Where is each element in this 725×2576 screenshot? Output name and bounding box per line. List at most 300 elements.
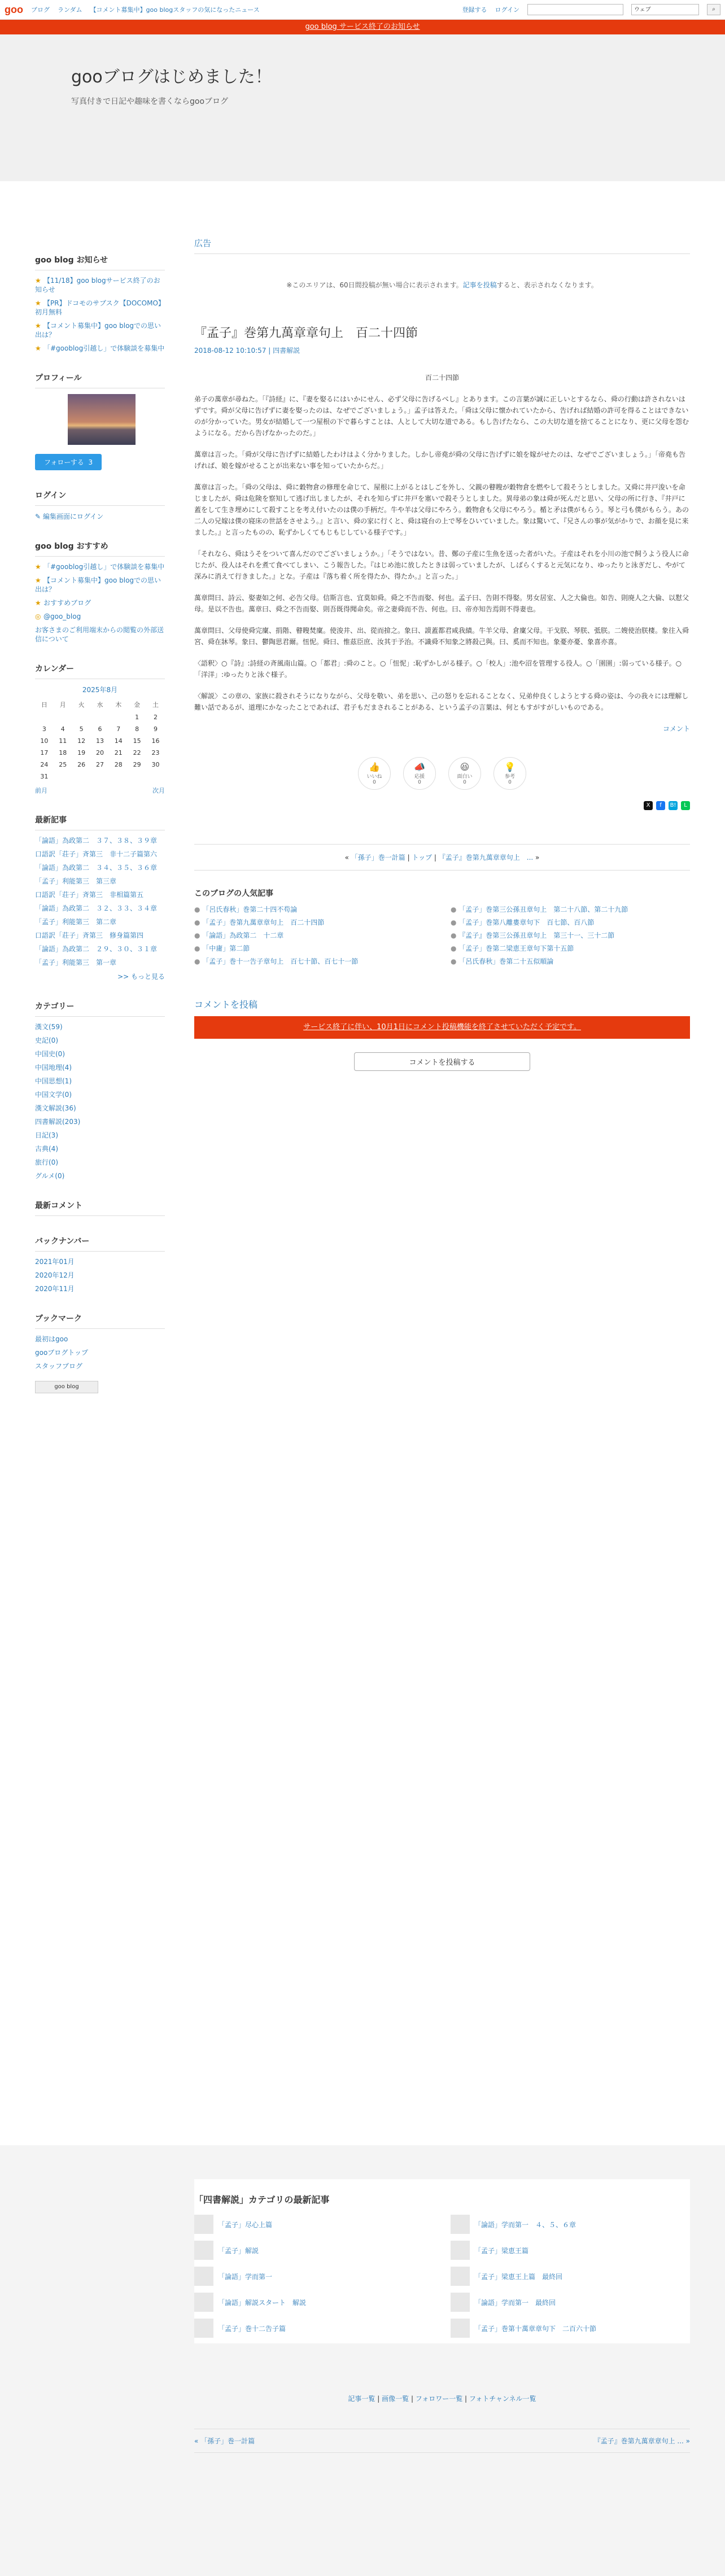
rec-link[interactable]: 「#gooblog引越し」で体験談を募集中 — [43, 563, 165, 571]
latest-item[interactable] — [35, 836, 165, 845]
category-title: カテゴリー — [35, 1000, 165, 1017]
post-paragraph: 〈解説〉この章の、家族に殺されそうになりながら、父母を敬い、弟を思い、己の怒りを忘れることなく、兄弟仲良くしようとする舜の姿は、今の我々には理解し難い話であるが、道理にかなったことであれば、君子もだまされることがある、という孟子の言葉は、何ともすがすがしいものである。 — [194, 692, 689, 711]
star-icon: ★ — [35, 576, 41, 584]
backnumber-item-link[interactable]: 2020年12月 — [35, 1271, 75, 1279]
category-latest-item[interactable] — [194, 2293, 434, 2312]
reaction-label: 面白い — [457, 774, 473, 780]
bookmark-item[interactable] — [35, 1335, 165, 1344]
latest-item[interactable] — [35, 958, 165, 967]
facebook-share-icon[interactable]: f — [656, 801, 665, 810]
megaphone-icon: 📣 — [414, 762, 425, 772]
category-item[interactable] — [35, 1144, 165, 1153]
category-item[interactable] — [35, 1171, 165, 1180]
category-latest-item[interactable] — [194, 2319, 434, 2338]
share-buttons — [194, 801, 690, 810]
post-paragraph: 弟子の萬章が尋ねた。「『詩経』に、『妻を娶るにはいかにせん、必ず父母に告げるべし』とあります。この言葉が誠に正しいとするなら、舜の行動は許されないはずです。舜が父母に告げずに妻を娶ったのは、なぜでございましょう。」孟子は答えた。「舜は父母に懐かれていたから、告げれば結婚の許可を得ることはできないのが分かっていた。男女が結婚して一つ屋根の下で暮らすことは、人として大切な道である。もし告げたなら、この大切な道を捨てることになり、更に父母を怨むようになる。だから告げなかったのだ。」 — [194, 395, 689, 437]
pick-item[interactable] — [451, 943, 690, 953]
latest-item-link[interactable]: 「論語」為政第二 ３２、３３、３４章 — [35, 904, 158, 912]
calendar-weekday: 水 — [97, 701, 103, 708]
category-latest-link[interactable]: 「論語」学而第一 — [218, 2272, 273, 2281]
footer-link-images[interactable]: 画像一覧 — [382, 2395, 409, 2403]
category-item[interactable] — [35, 1104, 165, 1113]
news-item[interactable] — [35, 321, 165, 339]
latest-item[interactable] — [35, 877, 165, 886]
post-thumbnail[interactable] — [194, 2267, 213, 2286]
latest-item-link[interactable]: 「論語」為政第二 ３４、３５、３６章 — [35, 864, 158, 872]
rec-item[interactable] — [35, 612, 165, 621]
rec-link[interactable]: 【コメント募集中】goo blogでの思い出は？ — [35, 576, 161, 593]
reaction-label: 応援 — [414, 774, 425, 780]
bookmark-title: ブックマーク — [35, 1313, 165, 1329]
post-paragraph: 「それなら、舜はうそをついて喜んだのでございましょうか。」「そうではない。昔、鄭の子産に生魚を送った者がいた。子産はそれを小川の池で飼うよう役人に命じたが、役人はそれを煮て食べてしまい、こう報告した。『はじめ池に放したときは弱っていましたが、しばらくすると元気になり、ゆったりと泳ぎだし、やがて深みに消えて行きました。』とな。子産は『落ち着く所を得たか、得たか。』と言った。」 — [194, 550, 689, 580]
blog-description: 写真付きで日記や趣味を書くならgooブログ — [71, 97, 229, 106]
rec-item[interactable] — [35, 576, 165, 594]
calendar-day: 19 — [77, 749, 86, 756]
calendar-day: 30 — [151, 761, 160, 768]
calendar-day: 31 — [40, 773, 49, 780]
bookmark-item-link[interactable]: 最初はgoo — [35, 1335, 68, 1343]
post-thumbnail[interactable] — [194, 2241, 213, 2260]
category-latest-item[interactable] — [451, 2241, 690, 2260]
category-latest-item[interactable] — [451, 2319, 690, 2338]
calendar-weekday: 木 — [115, 701, 122, 708]
post-thumbnail[interactable] — [194, 2293, 213, 2312]
calendar-day — [72, 771, 91, 782]
footer-link-photo[interactable]: フォトチャンネル一覧 — [469, 2395, 536, 2403]
news-link[interactable]: 「#gooblog引越し」で体験談を募集中 — [43, 344, 165, 352]
calendar-day: 20 — [95, 749, 104, 756]
category-latest-item[interactable] — [451, 2215, 690, 2234]
register-link[interactable]: 登録する — [462, 6, 487, 14]
latest-item-link[interactable]: 「孟子」利能第三 第三章 — [35, 877, 117, 885]
category-latest-link[interactable]: 「孟子」梁恵王上篇 最終回 — [474, 2272, 563, 2281]
comment-warning-text[interactable]: サービス終了に伴い、10月1日にコメント投稿機能を終了させていただく予定です。 — [303, 1023, 581, 1031]
calendar-day: 4 — [60, 725, 65, 733]
pick-link[interactable]: 「孟子」巻第二梁恵王章句下第十五節 — [458, 944, 574, 952]
category-latest-item[interactable] — [451, 2267, 690, 2286]
category-latest-item[interactable] — [194, 2267, 434, 2286]
category-latest-link[interactable]: 「孟子」梁恵王篇 — [474, 2246, 529, 2255]
comment-warning — [194, 1016, 690, 1039]
footer-link-articles[interactable]: 記事一覧 — [348, 2395, 375, 2403]
pick-list — [194, 904, 690, 966]
calendar-day: 13 — [95, 737, 104, 745]
calendar-prev[interactable]: 前月 — [35, 787, 47, 794]
category-item-link[interactable]: 中国思想(1) — [35, 1077, 72, 1085]
calendar-caption: 2025年8月 — [82, 686, 118, 694]
pick-item[interactable] — [194, 904, 434, 914]
calendar-weekday: 火 — [78, 701, 85, 708]
calendar-day — [128, 771, 146, 782]
latest-item[interactable] — [35, 890, 165, 899]
calendar-day: 12 — [77, 737, 86, 745]
news-link[interactable]: 【PR】ドコモのサブスク【DOCOMO】初月無料 — [35, 299, 165, 316]
pick-link[interactable]: 「中庸」第二節 — [202, 944, 250, 952]
edit-login-link[interactable] — [35, 513, 103, 521]
rec-item[interactable] — [35, 598, 165, 607]
pick-link[interactable]: 『孟子』巻第三公孫丑章句上 第三十一、三十二節 — [458, 931, 615, 939]
category-latest-link[interactable]: 「論語」学而第一 ４、５、６章 — [474, 2220, 576, 2229]
category-item-link[interactable]: 中国文学(0) — [35, 1091, 72, 1099]
calendar — [35, 685, 165, 782]
calendar-weekday: 月 — [59, 701, 66, 708]
backnumber-list — [35, 1257, 165, 1293]
profile-image[interactable] — [68, 394, 136, 445]
thumb-icon: 👍 — [369, 762, 380, 772]
reaction-count: 0 — [373, 780, 376, 785]
latest-list — [35, 836, 165, 967]
calendar-day — [54, 771, 72, 782]
calendar-day: 5 — [79, 725, 84, 733]
profile-title: プロフィール — [35, 372, 165, 388]
prev-post-link[interactable]: 「孫子」巻一計篇 — [351, 854, 405, 861]
backnumber-item[interactable] — [35, 1257, 165, 1266]
calendar-day: 26 — [77, 761, 86, 768]
bookmark-item-link[interactable]: gooブログトップ — [35, 1349, 88, 1357]
calendar-day: 22 — [133, 749, 141, 756]
post-thumbnail[interactable] — [451, 2241, 470, 2260]
backnumber-item-link[interactable]: 2020年11月 — [35, 1285, 75, 1293]
calendar-day: 3 — [42, 725, 46, 733]
reaction-label: 参考 — [504, 774, 515, 780]
calendar-day — [91, 711, 110, 723]
category-latest-title: 「四書解説」カテゴリの最新記事 — [194, 2194, 330, 2205]
footer-next-link[interactable]: 『孟子』巻第九萬章章句上 ... » — [593, 2437, 690, 2445]
latest-item[interactable] — [35, 904, 165, 913]
category-item[interactable] — [35, 1063, 165, 1072]
calendar-day: 6 — [98, 725, 102, 733]
calendar-day: 25 — [59, 761, 67, 768]
latest-item-link[interactable]: 口語訳「荘子」斉第三 非十二子篇第六 — [35, 850, 158, 858]
follow-button[interactable] — [35, 454, 102, 470]
star-icon: ★ — [35, 277, 41, 285]
footer-links: 記事一覧 | 画像一覧 | フォロワー一覧 | フォトチャンネル一覧 — [348, 2395, 536, 2403]
category-item[interactable] — [35, 1117, 165, 1126]
rec-item[interactable] — [35, 626, 165, 644]
category-item[interactable] — [35, 1131, 165, 1140]
latest-item[interactable] — [35, 917, 165, 926]
calendar-day: 8 — [135, 725, 139, 733]
bookmark-item-link[interactable]: スタッフブログ — [35, 1362, 83, 1370]
latest-item[interactable] — [35, 931, 165, 940]
reaction-count: 0 — [508, 780, 512, 785]
calendar-day: 23 — [151, 749, 160, 756]
service-end-link[interactable]: goo blog サービス終了のお知らせ — [305, 23, 420, 31]
star-icon: ★ — [35, 299, 41, 307]
post-thumbnail[interactable] — [451, 2319, 470, 2338]
category-latest — [194, 2179, 690, 2343]
post-heading: 百二十四節 — [425, 374, 459, 382]
pick-link[interactable]: 「呂氏春秋」巻第二十四不苟論 — [202, 906, 298, 913]
blog-header — [0, 34, 725, 181]
rec-link[interactable]: @goo_blog — [43, 613, 81, 620]
bookmark-list — [35, 1335, 165, 1371]
calendar-day: 28 — [114, 761, 123, 768]
ad-post-link[interactable]: 記事を投稿 — [462, 281, 497, 289]
pick-link[interactable]: 「孟子」巻十一告子章句上 百七十節、百七十一節 — [202, 957, 359, 965]
category-item-link[interactable]: グルメ(0) — [35, 1172, 65, 1180]
post-paragraph: 萬章問曰、詩云、娶妻如之何、必告父母。信斯言也、宜莫如舜。舜之不告而娶、何也。孟子曰、告則不得娶。男女居室、人之大倫也。如告、則廃人之大倫、以懟父母。是以不告也。萬章曰、舜之不告而娶、則吾既得聞命矣。帝之妻舜而不告、何也。曰、帝亦知告焉則不得妻也。 — [194, 594, 689, 613]
comment-post-button[interactable]: コメントを投稿する — [354, 1052, 530, 1071]
main-column — [194, 237, 690, 1084]
category-item-link[interactable]: 漢文解説(36) — [35, 1104, 76, 1112]
pick-item[interactable] — [451, 956, 690, 966]
recommend-box — [35, 540, 165, 644]
ad-note — [194, 280, 690, 290]
star-icon: ★ — [35, 344, 41, 352]
profile-box — [35, 372, 165, 470]
calendar-day: 14 — [114, 737, 123, 745]
calendar-day: 18 — [59, 749, 67, 756]
backnumber-title: バックナンバー — [35, 1235, 165, 1252]
latest-item-link[interactable]: 口語訳「荘子」斉第三 非相篇第五 — [35, 891, 144, 899]
calendar-day: 2 — [154, 714, 158, 721]
news-link[interactable]: 【コメント募集中】goo blogでの思い出は？ — [35, 322, 161, 339]
follow-count: 3 — [88, 458, 93, 466]
edit-login-text: 編集画面にログイン — [42, 513, 104, 521]
star-icon: ★ — [35, 563, 41, 571]
bookmark-item[interactable] — [35, 1348, 165, 1357]
bookmark-box — [35, 1313, 165, 1393]
service-end-notice — [0, 20, 725, 34]
pick-item[interactable] — [451, 930, 690, 940]
footer-prev-link[interactable]: « 「孫子」巻一計篇 — [194, 2437, 255, 2445]
ad-note-text2: すると、表示されなくなります。 — [496, 281, 598, 289]
post-date: 2018-08-12 10:10:57 — [194, 347, 267, 355]
category-latest-item[interactable] — [194, 2215, 434, 2234]
latest-item[interactable] — [35, 944, 165, 954]
calendar-day: 1 — [135, 714, 139, 721]
news-item[interactable] — [35, 276, 165, 294]
category-item-link[interactable]: 古典(4) — [35, 1145, 58, 1153]
news-item[interactable] — [35, 344, 165, 353]
post-paragraph: 萬章は言った。「舜が父母に告げずに結婚したわけはよく分かりました。しかし帝堯が舜の父母に告げずに娘を嫁がせたのは、なぜでございましょう。」「帝堯も告げれば、娘を嫁がせることが出来ない事を知っていたからだ。」 — [194, 451, 686, 470]
post-title[interactable]: 『孟子』巻第九萬章章句上 百二十四節 — [194, 326, 418, 340]
reaction-funny[interactable] — [448, 757, 481, 790]
post-paragraph: 萬章問曰、父母使舜完廩、捐階、瞽瞍焚廩。使浚井、出、從而揜之。象曰、謨蓋都君咸我績。牛羊父母、倉廩父母。干戈朕、琴朕、弤朕。二嫂使治朕棲。象往入舜宮、舜在牀琴。象曰、鬱陶思君爾。忸怩。舜曰、惟茲臣庶、汝其于予治。不識舜不知象之將殺己與。曰、奚而不知也。象憂亦憂、象喜亦喜。 — [194, 627, 689, 646]
pick-link[interactable]: 「孟子」巻第三公孫丑章句上 第二十八節、第二十九節 — [458, 906, 628, 913]
reaction-label: いいね — [366, 774, 382, 780]
x-icon: ◎ — [35, 613, 41, 620]
goo-logo[interactable]: goo — [5, 3, 23, 15]
hatena-share-icon[interactable]: B! — [669, 801, 678, 810]
news-title: goo blog お知らせ — [35, 254, 165, 270]
calendar-day: 17 — [40, 749, 49, 756]
pick-item[interactable] — [451, 904, 690, 914]
post-paragraph: 萬章は言った。「舜の父母は、舜に穀物倉の修理を命じて、屋根に上がるとはしごを外し、父親の瞽瞍が穀物倉を燃やして殺そうとしました。又舜に井戸浚いを命じましたが、舜は危険を察知して逃げ出しましたが、それを知らずに井戸を塞いで殺そうとしました。異母弟の象は舜が死んだと思い、父母の所に行き、『井戸に蓋をして生き埋めにして殺すことを考え付いたのは僕の手柄だ。牛や羊は父母にやろう。穀物倉も父母にやろう。楯と矛は僕がもらう。琴と弓も僕がもらう。あの二人の兄嫁は僕の寝床の世話をさせよう。』と言い、舜の家に行くと、舜は寝台の上で琴をひいていました。象は驚いて、『兄さんの事が気がかりで、お顔を見に来ました。』と言ったものの、恥ずかしくてもじもじしている様子です。」 — [194, 483, 689, 536]
backnumber-item-link[interactable]: 2021年01月 — [35, 1258, 75, 1266]
nav-blog[interactable]: ブログ — [31, 6, 50, 14]
rec-link[interactable]: おすすめブログ — [43, 599, 91, 607]
news-item[interactable] — [35, 299, 165, 317]
nav-random[interactable]: ランダム — [58, 6, 82, 14]
line-share-icon[interactable]: L — [681, 801, 690, 810]
post-thumbnail[interactable] — [451, 2293, 470, 2312]
backnumber-item[interactable] — [35, 1271, 165, 1280]
category-latest-link[interactable]: 「孟子」尽心上篇 — [218, 2220, 273, 2229]
category-list — [35, 1022, 165, 1180]
reaction-cheer[interactable] — [403, 757, 436, 790]
post-thumbnail[interactable] — [451, 2215, 470, 2234]
calendar-day — [109, 711, 128, 723]
post-thumbnail[interactable] — [194, 2319, 213, 2338]
category-item-link[interactable]: 日記(3) — [35, 1131, 58, 1139]
post-meta: 2018-08-12 10:10:57 | 四書解説 — [194, 347, 300, 355]
calendar-next[interactable]: 次月 — [152, 787, 165, 794]
next-post-link[interactable]: 『孟子』巻第九萬章章句上 ... — [438, 854, 534, 861]
bookmark-item[interactable] — [35, 1362, 165, 1371]
pick-title: このブログの人気記事 — [194, 889, 273, 898]
rss-badge[interactable]: goo blog — [35, 1381, 98, 1393]
category-latest-link[interactable]: 「論語」解説スタート 解説 — [218, 2298, 307, 2307]
latest-box — [35, 814, 165, 981]
x-share-icon[interactable]: X — [644, 801, 653, 810]
comment-box — [35, 1200, 165, 1216]
category-item-link[interactable]: 中国史(0) — [35, 1050, 65, 1058]
category-latest-link[interactable]: 「孟子」巻第十萬章章句下 二百六十節 — [474, 2324, 597, 2333]
comment-heading: コメントを投稿 — [194, 999, 258, 1010]
bulb-icon: 💡 — [504, 762, 516, 772]
category-item-link[interactable]: 史記(0) — [35, 1036, 58, 1044]
calendar-day: 24 — [40, 761, 49, 768]
reaction-count: 0 — [463, 780, 466, 785]
category-item[interactable] — [35, 1036, 165, 1045]
calendar-day — [109, 771, 128, 782]
calendar-day: 15 — [133, 737, 141, 745]
latest-item-link[interactable]: 「孟子」利能第三 第一章 — [35, 959, 117, 966]
backnumber-box — [35, 1235, 165, 1293]
reaction-useful[interactable] — [493, 757, 526, 790]
latest-more[interactable]: >> もっと見る — [117, 973, 165, 981]
star-icon: ★ — [35, 599, 41, 607]
reactions — [194, 757, 690, 790]
reaction-count: 0 — [418, 780, 421, 785]
calendar-day: 9 — [154, 725, 158, 733]
category-latest-link[interactable]: 「孟子」巻十二告子篇 — [218, 2324, 286, 2333]
pick-item[interactable] — [194, 930, 434, 940]
latest-item-link[interactable]: 「論語」為政第二 ３７、３８、３９章 — [35, 837, 158, 845]
category-item-link[interactable]: 中国地理(4) — [35, 1064, 72, 1071]
rec-item[interactable] — [35, 562, 165, 571]
category-item-link[interactable]: 旅行(0) — [35, 1158, 58, 1166]
category-latest-link[interactable]: 「孟子」解説 — [218, 2246, 259, 2255]
comment-title: 最新コメント — [35, 1200, 165, 1216]
calendar-day — [54, 711, 72, 723]
calendar-day: 21 — [114, 749, 123, 756]
rec-title: goo blog おすすめ — [35, 540, 165, 557]
calendar-day: 16 — [151, 737, 160, 745]
category-latest-grid — [194, 2215, 690, 2338]
ad-note-text: ※このエリアは、60日間投稿が無い場合に表示されます。 — [286, 281, 463, 289]
star-icon: ★ — [35, 322, 41, 330]
pencil-icon: ✎ — [35, 513, 43, 521]
calendar-day: 29 — [133, 761, 141, 768]
calendar-day: 7 — [116, 725, 121, 733]
blog-title[interactable]: gooブログはじめました！ — [71, 67, 272, 87]
latest-title: 最新記事 — [35, 814, 165, 830]
pick-link[interactable]: 「論語」為政第二 十二章 — [202, 931, 284, 939]
pick-link[interactable]: 「孟子」巻第九萬章章句上 百二十四節 — [202, 919, 325, 926]
calendar-day: 10 — [40, 737, 49, 745]
backnumber-item[interactable] — [35, 1284, 165, 1293]
category-latest-item[interactable] — [451, 2293, 690, 2312]
latest-item-link[interactable]: 「論語」為政第二 ２９、３０、３１章 — [35, 945, 158, 953]
pick-item[interactable] — [194, 943, 434, 953]
calendar-weekday: 日 — [41, 701, 47, 708]
search-scope-select[interactable]: ウェブ — [631, 4, 699, 15]
top-link[interactable]: トップ — [412, 854, 433, 861]
pick-link[interactable]: 「呂氏春秋」巻第二十五似順論 — [458, 957, 554, 965]
category-item-link[interactable]: 四書解説(203) — [35, 1118, 81, 1126]
post-body — [194, 372, 690, 734]
search-icon[interactable]: ⌕ — [707, 4, 720, 15]
ad-label: 広告 — [194, 237, 690, 254]
post-thumbnail[interactable] — [194, 2215, 213, 2234]
calendar-weekday: 土 — [152, 701, 159, 708]
calendar-day — [146, 771, 165, 782]
post-thumbnail[interactable] — [451, 2267, 470, 2286]
latest-item-link[interactable]: 「孟子」利能第三 第二章 — [35, 918, 117, 926]
category-item[interactable] — [35, 1022, 165, 1031]
category-box — [35, 1000, 165, 1180]
top-bar — [0, 0, 725, 20]
category-latest-item[interactable] — [194, 2241, 434, 2260]
category-item[interactable] — [35, 1158, 165, 1167]
calendar-title: カレンダー — [35, 663, 165, 679]
comment-link[interactable]: コメント — [662, 725, 690, 733]
latest-item[interactable] — [35, 850, 165, 859]
rec-link[interactable]: お客さまのご利用端末からの閲覧の外部送信について — [35, 626, 164, 643]
category-item[interactable] — [35, 1077, 165, 1086]
news-link[interactable]: 【コメント募集中】goo blogスタッフの気になったニュース — [90, 6, 260, 14]
category-latest-link[interactable]: 「論語」学而第一 最終回 — [474, 2298, 556, 2307]
post-nav: « 「孫子」巻一計篇 | トップ | 『孟子』巻第九萬章章句上 ... » — [194, 844, 690, 871]
category-item[interactable] — [35, 1049, 165, 1059]
reaction-like[interactable] — [358, 757, 391, 790]
latest-item[interactable] — [35, 863, 165, 872]
latest-item-link[interactable]: 口語訳「荘子」斉第三 修身篇第四 — [35, 931, 144, 939]
post-paragraph: 〈語釈〉○『詩』:詩経の斉風南山篇。○「都君」:舜のこと。○「忸怩」:恥ずかしがる様子。○「校人」:池や沼を管理する役人。○「圉圉」:弱っている様子。○「洋洋」:ゆったりと泳ぐ様子。 — [194, 659, 682, 679]
news-link[interactable]: 【11/18】goo blogサービス終了のお知らせ — [35, 277, 160, 294]
calendar-weekday: 金 — [134, 701, 141, 708]
pick-item[interactable] — [194, 917, 434, 927]
category-item[interactable] — [35, 1090, 165, 1099]
calendar-day: 27 — [95, 761, 104, 768]
follow-label: フォローする — [44, 458, 84, 466]
pick-item[interactable] — [451, 917, 690, 927]
post-category[interactable]: 四書解説 — [273, 347, 300, 355]
calendar-day — [72, 711, 91, 723]
sidebar — [35, 254, 165, 1412]
news-box — [35, 254, 165, 353]
calendar-day — [35, 711, 54, 723]
category-item-link[interactable]: 漢文(59) — [35, 1023, 63, 1031]
login-title: ログイン — [35, 489, 165, 506]
search-input[interactable] — [527, 4, 623, 15]
login-box — [35, 489, 165, 521]
login-link[interactable]: ログイン — [495, 6, 519, 14]
calendar-day: 11 — [59, 737, 67, 745]
footer-post-nav — [194, 2429, 690, 2453]
pick-link[interactable]: 「孟子」巻第八離婁章句下 百七節、百八節 — [458, 919, 595, 926]
laugh-icon: 😆 — [460, 762, 470, 772]
calendar-box — [35, 663, 165, 795]
calendar-nav — [35, 786, 165, 795]
footer-link-followers[interactable]: フォロワー一覧 — [415, 2395, 463, 2403]
bottom-area — [0, 2145, 725, 2576]
pick-item[interactable] — [194, 956, 434, 966]
calendar-day — [91, 771, 110, 782]
